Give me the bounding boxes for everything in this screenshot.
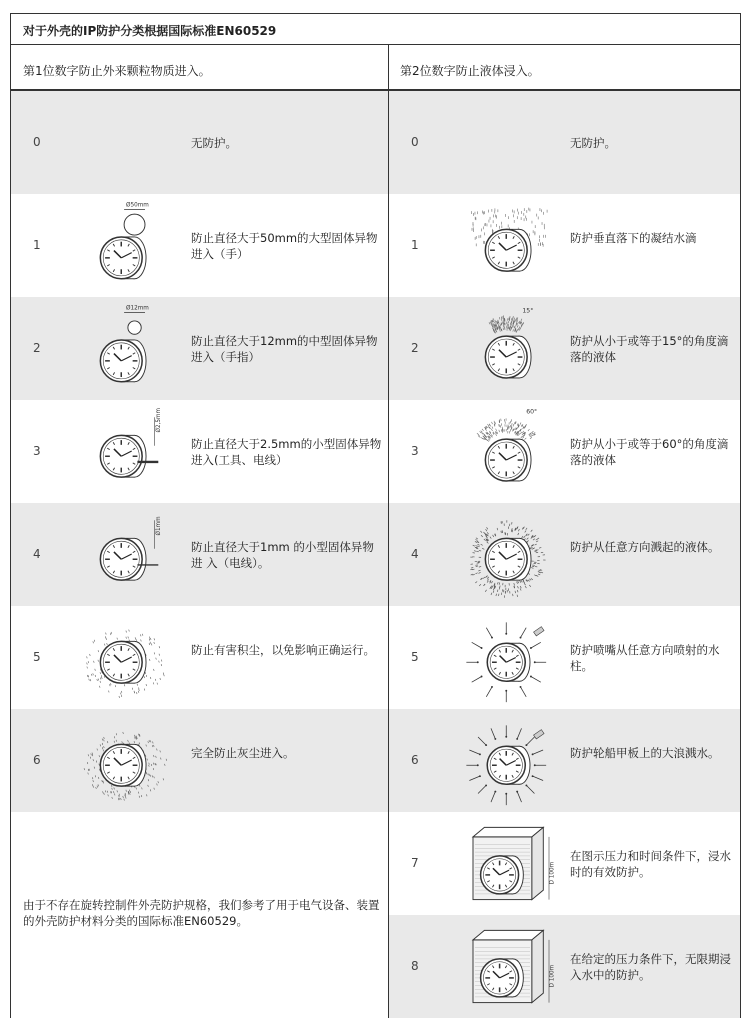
protection-illustration: [462, 610, 560, 705]
protection-illustration: [77, 301, 175, 396]
ip-digit: 0: [411, 135, 419, 149]
table-row: [389, 709, 740, 812]
table-row: [11, 709, 388, 812]
protection-illustration: [77, 404, 175, 499]
illus-label: D 100m: [549, 861, 556, 885]
table-row: [389, 297, 740, 400]
protection-description: 在给定的压力条件下，无限期浸入水中的防护。: [570, 952, 731, 982]
table-title: 对于外壳的IP防护分类根据国际标准EN60529: [23, 24, 277, 38]
protection-description: 防止直径大于12mm的中型固体异物进入（手指）: [191, 334, 378, 364]
protection-illustration: [462, 198, 560, 293]
header-second-digit-text: 第2位数字防止液体浸入。: [400, 64, 540, 78]
ip-digit: 5: [411, 650, 419, 664]
ip-digit: 6: [33, 753, 41, 767]
protection-illustration: [462, 919, 560, 1014]
table-row: [389, 503, 740, 606]
table-row: [389, 915, 740, 1018]
protection-illustration: [77, 713, 175, 808]
ip-digit: 8: [411, 959, 419, 973]
table-row: [389, 606, 740, 709]
illus-label: Ø50mm: [126, 202, 149, 209]
table-row: [389, 812, 740, 915]
protection-illustration: [462, 507, 560, 602]
table-row: [389, 194, 740, 297]
ip-table: [10, 13, 741, 1018]
protection-description: 防护垂直落下的凝结水滴: [570, 231, 697, 245]
table-row: [11, 91, 388, 194]
ip-digit: 4: [411, 547, 419, 561]
illus-label: Ø1mm: [156, 516, 163, 536]
table-row: [11, 400, 388, 503]
header-second-digit: [388, 45, 740, 91]
ip-digit: 1: [33, 238, 41, 252]
protection-illustration: [77, 507, 175, 602]
ip-digit: 2: [33, 341, 41, 355]
protection-illustration: [77, 610, 175, 705]
protection-description: 无防护。: [570, 136, 616, 150]
table-row: [11, 503, 388, 606]
protection-description: 无防护。: [191, 136, 237, 150]
table-row: [11, 194, 388, 297]
illus-label: 60°: [526, 408, 538, 416]
header-first-digit: [11, 45, 388, 91]
protection-description: 防止有害积尘，以免影响正确运行。: [191, 643, 375, 657]
protection-description: 在图示压力和时间条件下，浸水时的有效防护。: [570, 849, 731, 879]
ip-digit: 4: [33, 547, 41, 561]
protection-description: 防护轮船甲板上的大浪溅水。: [570, 746, 720, 760]
protection-illustration: [462, 816, 560, 911]
ip-digit: 7: [411, 856, 419, 870]
header-first-digit-text: 第1位数字防止外来颗粒物质进入。: [23, 64, 211, 78]
note-cell: [11, 815, 388, 1018]
protection-description: 防护喷嘴从任意方向喷射的水柱。: [570, 643, 720, 673]
table-row: [11, 297, 388, 400]
illus-label: 15°: [522, 307, 534, 315]
ip-digit: 2: [411, 341, 419, 355]
note-text: 由于不存在旋转控制件外壳防护规格，我们参考了用于电气设备、装置的外壳防护材料分类的国际标准EN60529。: [23, 898, 380, 928]
protection-illustration: [462, 713, 560, 808]
column-divider: [388, 45, 389, 1017]
table-title-bar: [11, 14, 740, 45]
protection-description: 防止直径大于50mm的大型固体异物进入（手）: [191, 231, 378, 261]
protection-description: 防止直径大于2.5mm的小型固体异物进入(工具、电线）: [191, 437, 382, 467]
ip-digit: 5: [33, 650, 41, 664]
illus-label: Ø12mm: [126, 305, 149, 312]
ip-digit: 6: [411, 753, 419, 767]
protection-illustration: [462, 404, 560, 499]
protection-description: 防护从小于或等于60°的角度滴落的液体: [570, 437, 729, 467]
illus-label: Ø2,5mm: [156, 407, 163, 433]
ip-digit: 1: [411, 238, 419, 252]
ip-digit: 3: [411, 444, 419, 458]
protection-description: 防护从任意方向溅起的液体。: [570, 540, 720, 554]
ip-digit: 3: [33, 444, 41, 458]
table-row: [389, 400, 740, 503]
table-row: [389, 91, 740, 194]
illus-label: D 100m: [549, 964, 556, 988]
protection-illustration: [462, 301, 560, 396]
protection-description: 防止直径大于1mm 的小型固体异物进 入（电线）。: [191, 540, 374, 570]
protection-description: 完全防止灰尘进入。: [191, 746, 295, 760]
protection-illustration: [77, 198, 175, 293]
ip-digit: 0: [33, 135, 41, 149]
protection-description: 防护从小于或等于15°的角度滴落的液体: [570, 334, 729, 364]
table-row: [11, 606, 388, 709]
